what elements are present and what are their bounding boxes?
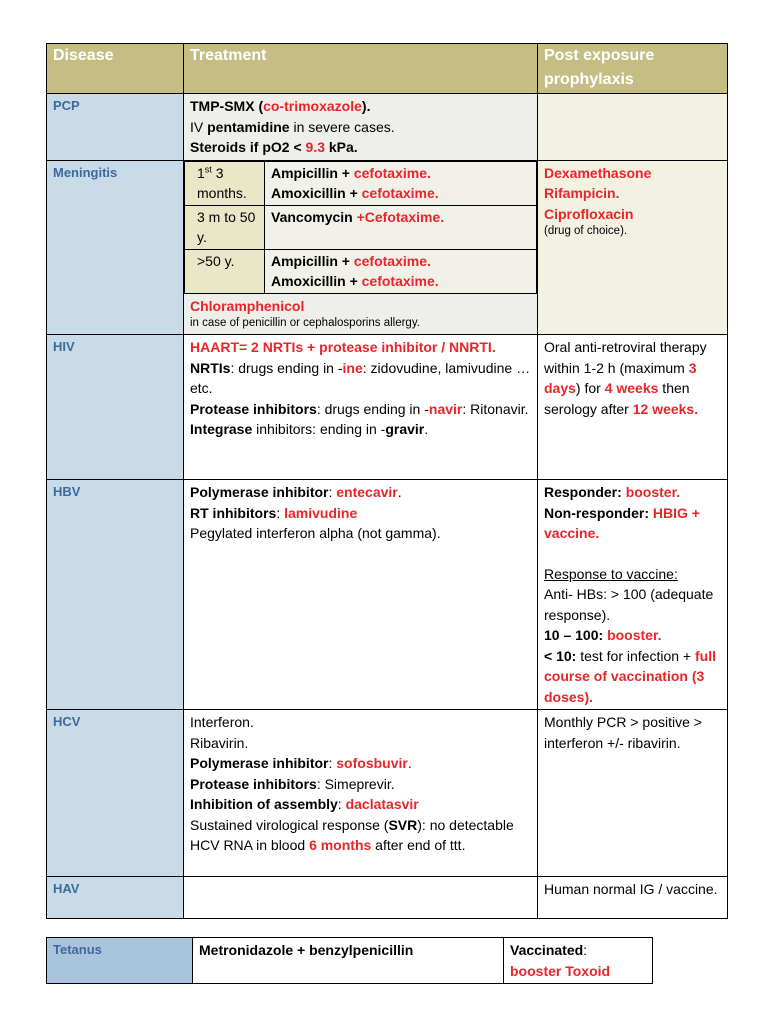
- age-3: >50 y.: [185, 249, 265, 293]
- disease-tetanus: Tetanus: [47, 938, 193, 984]
- treatment-hcv: Interferon. Ribavirin. Polymerase inhibitor: sofosbuvir. Protease inhibitors: Simeprevir. Inhibition of assembly: daclatasvir Sustained virological response (SVR): no detectable HCV RNA in blood 6 months after end of ttt.: [184, 710, 538, 877]
- row-hiv: [47, 335, 728, 480]
- meningitis-age-table: [184, 161, 537, 294]
- treatment-tetanus: Metronidazole + benzylpenicillin: [193, 938, 504, 984]
- header-disease: Disease: [47, 44, 184, 94]
- row-hcv: [47, 710, 728, 877]
- disease-table: [46, 43, 728, 919]
- row-hav: [47, 877, 728, 919]
- header-row: [47, 44, 728, 94]
- pep-hiv: Oral anti-retroviral therapy within 1-2 h (maximum 3 days) for 4 weeks then serology after 12 weeks.: [538, 335, 728, 480]
- pep-hbv: Responder: booster. Non-responder: HBIG + vaccine. Response to vaccine: Anti- HBs: > 100 (adequate response). 10 – 100: booster. < 10: test for infection + full course of vaccination (3 doses).: [538, 480, 728, 710]
- treatment-hav: [184, 877, 538, 919]
- disease-meningitis: Meningitis: [47, 160, 184, 335]
- pep-meningitis: Dexamethasone Rifampicin. Ciprofloxacin (drug of choice).: [538, 160, 728, 335]
- disease-hbv: HBV: [47, 480, 184, 710]
- treatment-hiv: HAART= 2 NRTIs + protease inhibitor / NNRTI. NRTIs: drugs ending in -ine: zidovudine, lamivudine …etc. Protease inhibitors: drugs ending in -navir: Ritonavir. Integrase inhibitors: ending in -gravir.: [184, 335, 538, 480]
- row-meningitis: [47, 160, 728, 335]
- treatment-pcp: TMP-SMX (co-trimoxazole). IV pentamidine in severe cases. Steroids if pO2 < 9.3 kPa.: [184, 94, 538, 161]
- disease-pcp: PCP: [47, 94, 184, 161]
- pep-hcv: Monthly PCR > positive > interferon +/- ribavirin.: [538, 710, 728, 877]
- row-tetanus: [47, 938, 653, 984]
- row-pcp: [47, 94, 728, 161]
- age-1: 1st 3 months.: [185, 161, 265, 205]
- age-1-drugs: Ampicillin + cefotaxime. Amoxicillin + cefotaxime.: [265, 161, 537, 205]
- disease-hav: HAV: [47, 877, 184, 919]
- header-treatment: Treatment: [184, 44, 538, 94]
- treatment-meningitis: [184, 160, 538, 335]
- pep-tetanus: Vaccinated: booster Toxoid: [504, 938, 653, 984]
- row-hbv: [47, 480, 728, 710]
- tetanus-table: [46, 937, 653, 984]
- age-2-drugs: Vancomycin +Cefotaxime.: [265, 205, 537, 249]
- age-row-2: [185, 205, 537, 249]
- pep-hav: Human normal IG / vaccine.: [538, 877, 728, 919]
- age-row-3: [185, 249, 537, 293]
- header-pep: Post exposure prophylaxis: [538, 44, 728, 94]
- treatment-hbv: Polymerase inhibitor: entecavir. RT inhibitors: lamivudine Pegylated interferon alpha (not gamma).: [184, 480, 538, 710]
- age-3-drugs: Ampicillin + cefotaxime. Amoxicillin + cefotaxime.: [265, 249, 537, 293]
- disease-hiv: HIV: [47, 335, 184, 480]
- age-row-1: [185, 161, 537, 205]
- chloramphenicol-note: in case of penicillin or cephalosporins allergy.: [190, 317, 420, 329]
- pep-pcp: [538, 94, 728, 161]
- disease-hcv: HCV: [47, 710, 184, 877]
- chloramphenicol: Chloramphenicol: [190, 297, 305, 314]
- age-2: 3 m to 50 y.: [185, 205, 265, 249]
